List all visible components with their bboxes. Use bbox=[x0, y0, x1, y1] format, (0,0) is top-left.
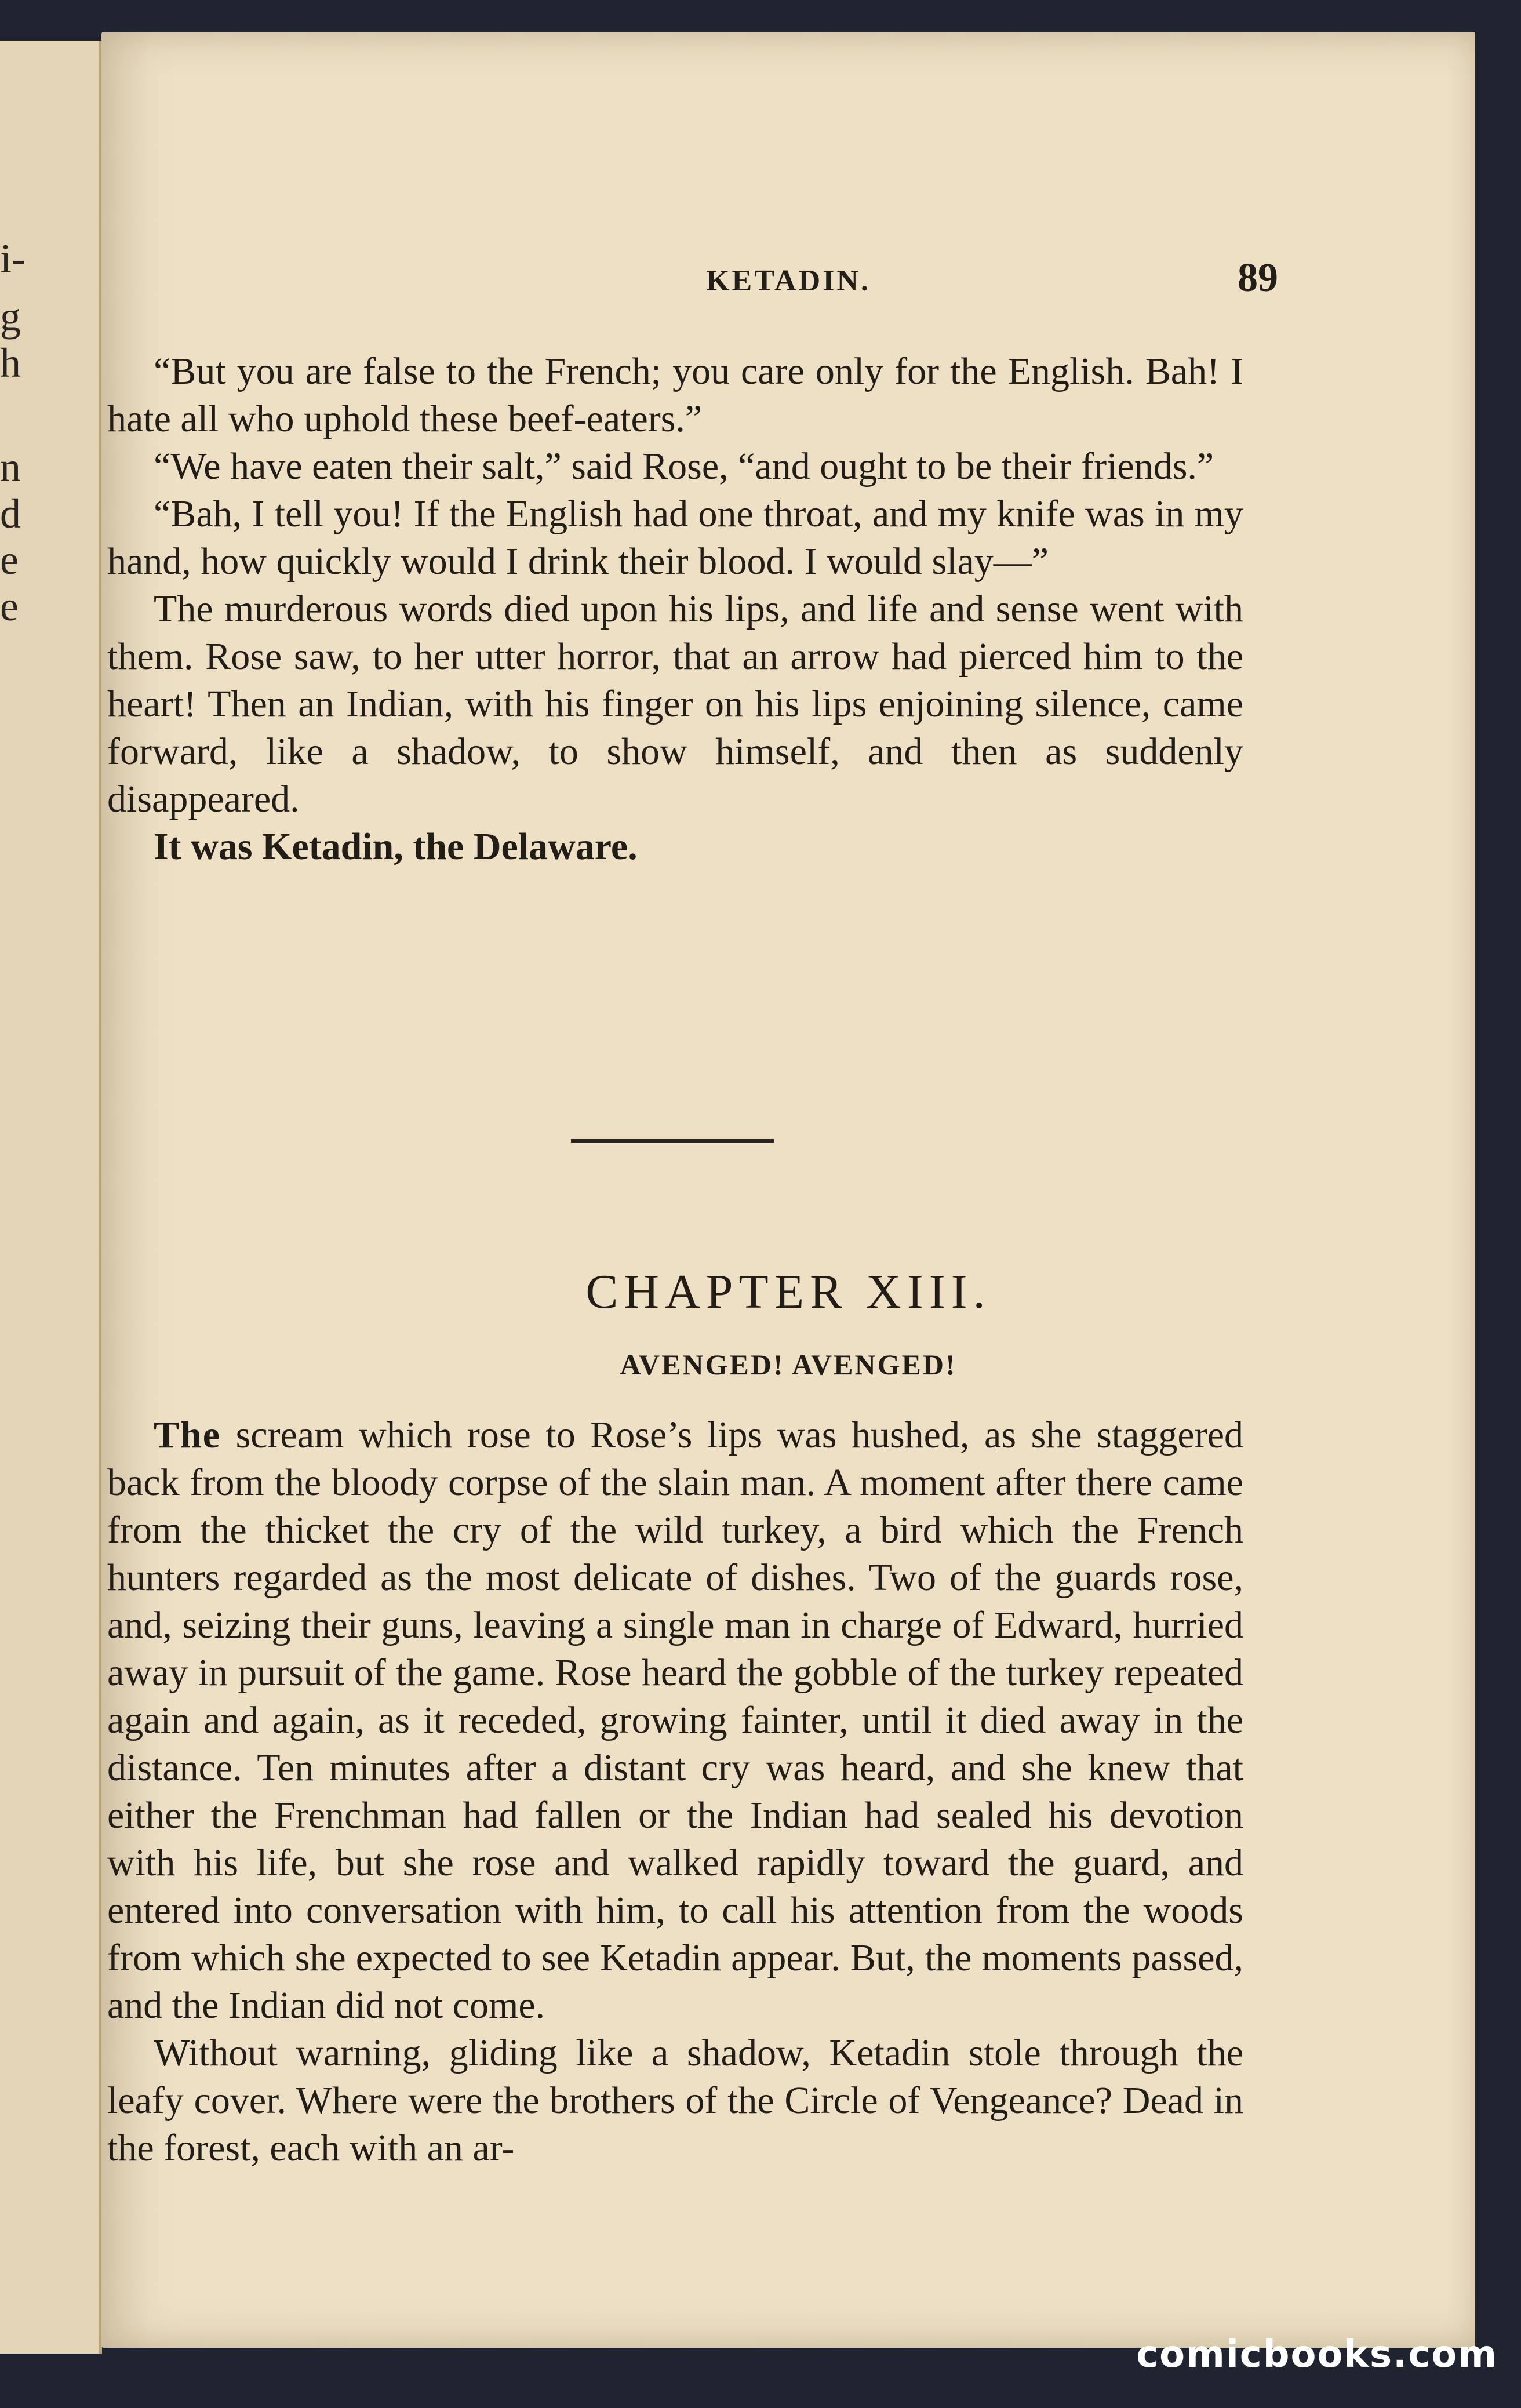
book-page bbox=[101, 32, 1475, 2348]
left-page-fragment: h bbox=[0, 340, 21, 386]
left-page-fragment: d bbox=[0, 490, 21, 537]
chapter-title: CHAPTER XIII. bbox=[585, 1265, 991, 1319]
chapter-text-block bbox=[107, 1412, 1243, 2172]
top-text-block bbox=[107, 348, 1243, 871]
paragraph bbox=[107, 1412, 1243, 2029]
left-page-fragment: g bbox=[0, 293, 21, 340]
left-page-fragment: n bbox=[0, 444, 21, 490]
chapter-subtitle: AVENGED! AVENGED! bbox=[620, 1348, 957, 1381]
left-page-fragment: e bbox=[0, 583, 19, 630]
paragraph: “Bah, I tell you! If the English had one throat, and my knife was in my hand, how quickly would I drink their blood. I would slay—” bbox=[107, 493, 1243, 583]
watermark: comicbooks.com bbox=[1136, 2333, 1498, 2376]
left-page-fragment: i- bbox=[0, 235, 26, 282]
closing-line: It was Ketadin, the Delaware. bbox=[154, 825, 638, 868]
paragraph: “We have eaten their salt,” said Rose, “and ought to be their friends.” bbox=[154, 445, 1214, 488]
drop-word: The bbox=[154, 1414, 221, 1456]
page-number: 89 bbox=[1238, 256, 1278, 300]
left-page-fragment: e bbox=[0, 537, 19, 583]
section-divider bbox=[571, 1139, 774, 1143]
paragraph: “But you are false to the French; you care only for the English. Bah! I hate all who uphold these beef-eaters.” bbox=[107, 350, 1243, 440]
running-head: KETADIN. bbox=[706, 264, 871, 297]
paragraph: Without warning, gliding like a shadow, Ketadin stole through the leafy cover. Where were the brothers of the Circle of Vengeance? Dead in the forest, each with an ar- bbox=[107, 2032, 1243, 2169]
paragraph: The murderous words died upon his lips, and life and sense went with them. Rose saw, to her utter horror, that an arrow had pierced him to the heart! Then an Indian, with his finger on his lips enjoining silence, came forward, like a shadow, to show himself, and then as suddenly disappeared. bbox=[107, 588, 1243, 820]
left-page-edge bbox=[0, 41, 102, 2354]
paragraph-text: scream which rose to Rose’s lips was hushed, as she staggered back from the bloody corpse of the slain man. A moment after there came from the thicket the cry of the wild turkey, a bird which the French hunters regarded as the most delicate of dishes. Two of the guards rose, and, seizing their guns, leaving a single man in charge of Edward, hurried away in pursuit of the game. Rose heard the gobble of the turkey repeated again and again, as it receded, growing fainter, until it died away in the distance. Ten minutes after a distant cry was heard, and she knew that either the Frenchman had fallen or the Indian had sealed his devotion with his life, but she rose and walked rapidly toward the guard, and entered into conversation with him, to call his attention from the woods from which she expected to see Ketadin appear. But, the moments passed, and the Indian did not come. bbox=[107, 1414, 1243, 2027]
